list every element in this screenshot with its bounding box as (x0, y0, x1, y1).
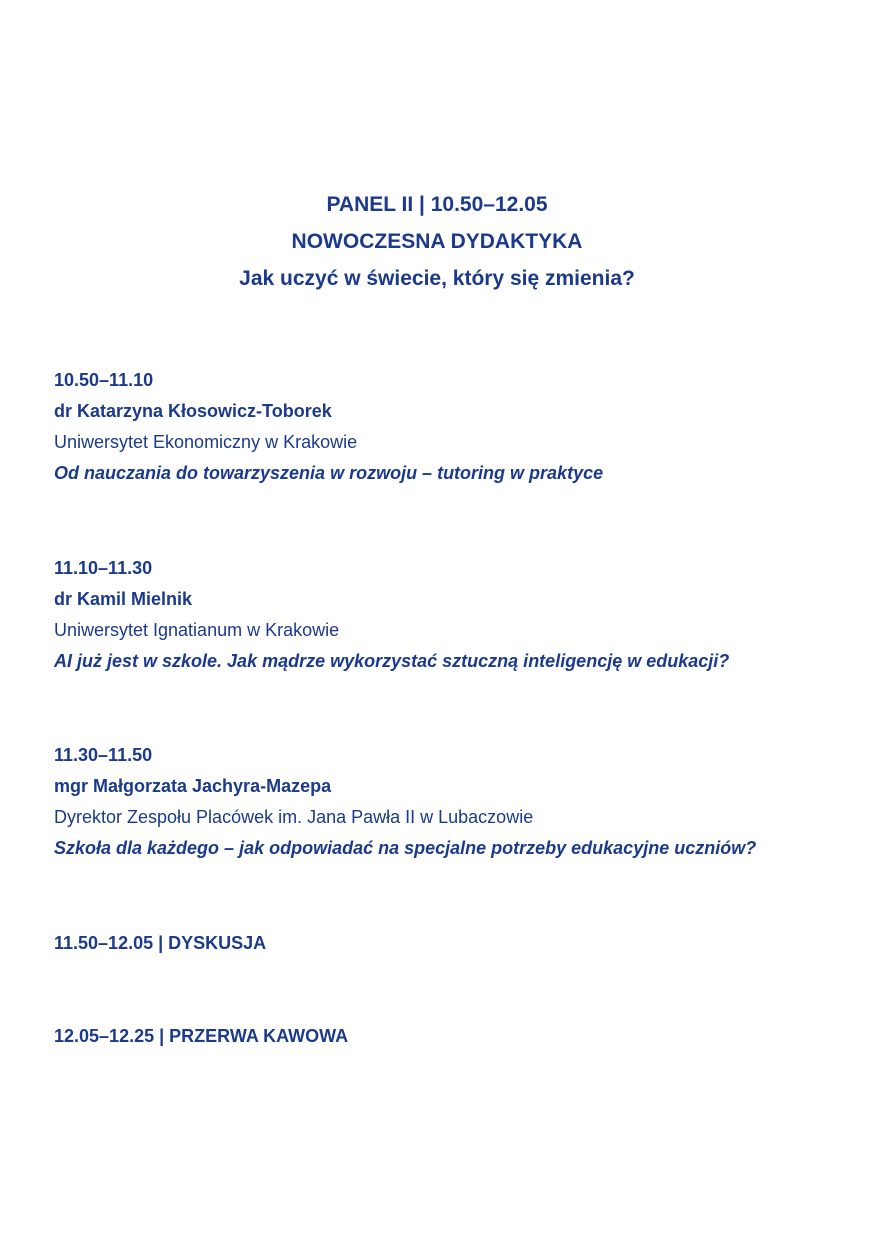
panel-time-line: PANEL II | 10.50–12.05 (326, 193, 548, 216)
session-time: 10.50–11.10 (54, 370, 154, 390)
session-time: 11.10–11.30 (54, 558, 153, 578)
panel-subtitle: Jak uczyć w świecie, który się zmienia? (239, 267, 635, 290)
agenda-item (54, 553, 844, 677)
panel-title: NOWOCZESNA DYDAKTYKA (291, 230, 583, 253)
talk-topic: AI już jest w szkole. Jak mądrze wykorzystać sztuczną inteligencję w edukacji? (54, 651, 730, 671)
speaker-name: dr Katarzyna Kłosowicz-Toborek (54, 401, 332, 421)
speaker-affiliation: Uniwersytet Ignatianum w Krakowie (54, 620, 340, 640)
coffee-break-line: 12.05–12.25 | PRZERWA KAWOWA (54, 1026, 349, 1046)
session-time: 11.30–11.50 (54, 745, 153, 765)
talk-topic: Od nauczania do towarzyszenia w rozwoju – tutoring w praktyce (54, 463, 604, 483)
talk-topic: Szkoła dla każdego – jak odpowiadać na specjalne potrzeby edukacyjne uczniów? (54, 838, 757, 858)
discussion-item (54, 928, 844, 959)
speaker-affiliation: Uniwersytet Ekonomiczny w Krakowie (54, 432, 358, 452)
coffee-break-item (54, 1021, 844, 1052)
discussion-line: 11.50–12.05 | DYSKUSJA (54, 933, 267, 953)
agenda-item (54, 740, 844, 864)
speaker-name: dr Kamil Mielnik (54, 589, 193, 609)
agenda-item (54, 365, 844, 489)
speaker-affiliation: Dyrektor Zespołu Placówek im. Jana Pawła II w Lubaczowie (54, 807, 534, 827)
panel-header (0, 186, 874, 297)
speaker-name: mgr Małgorzata Jachyra-Mazepa (54, 776, 332, 796)
